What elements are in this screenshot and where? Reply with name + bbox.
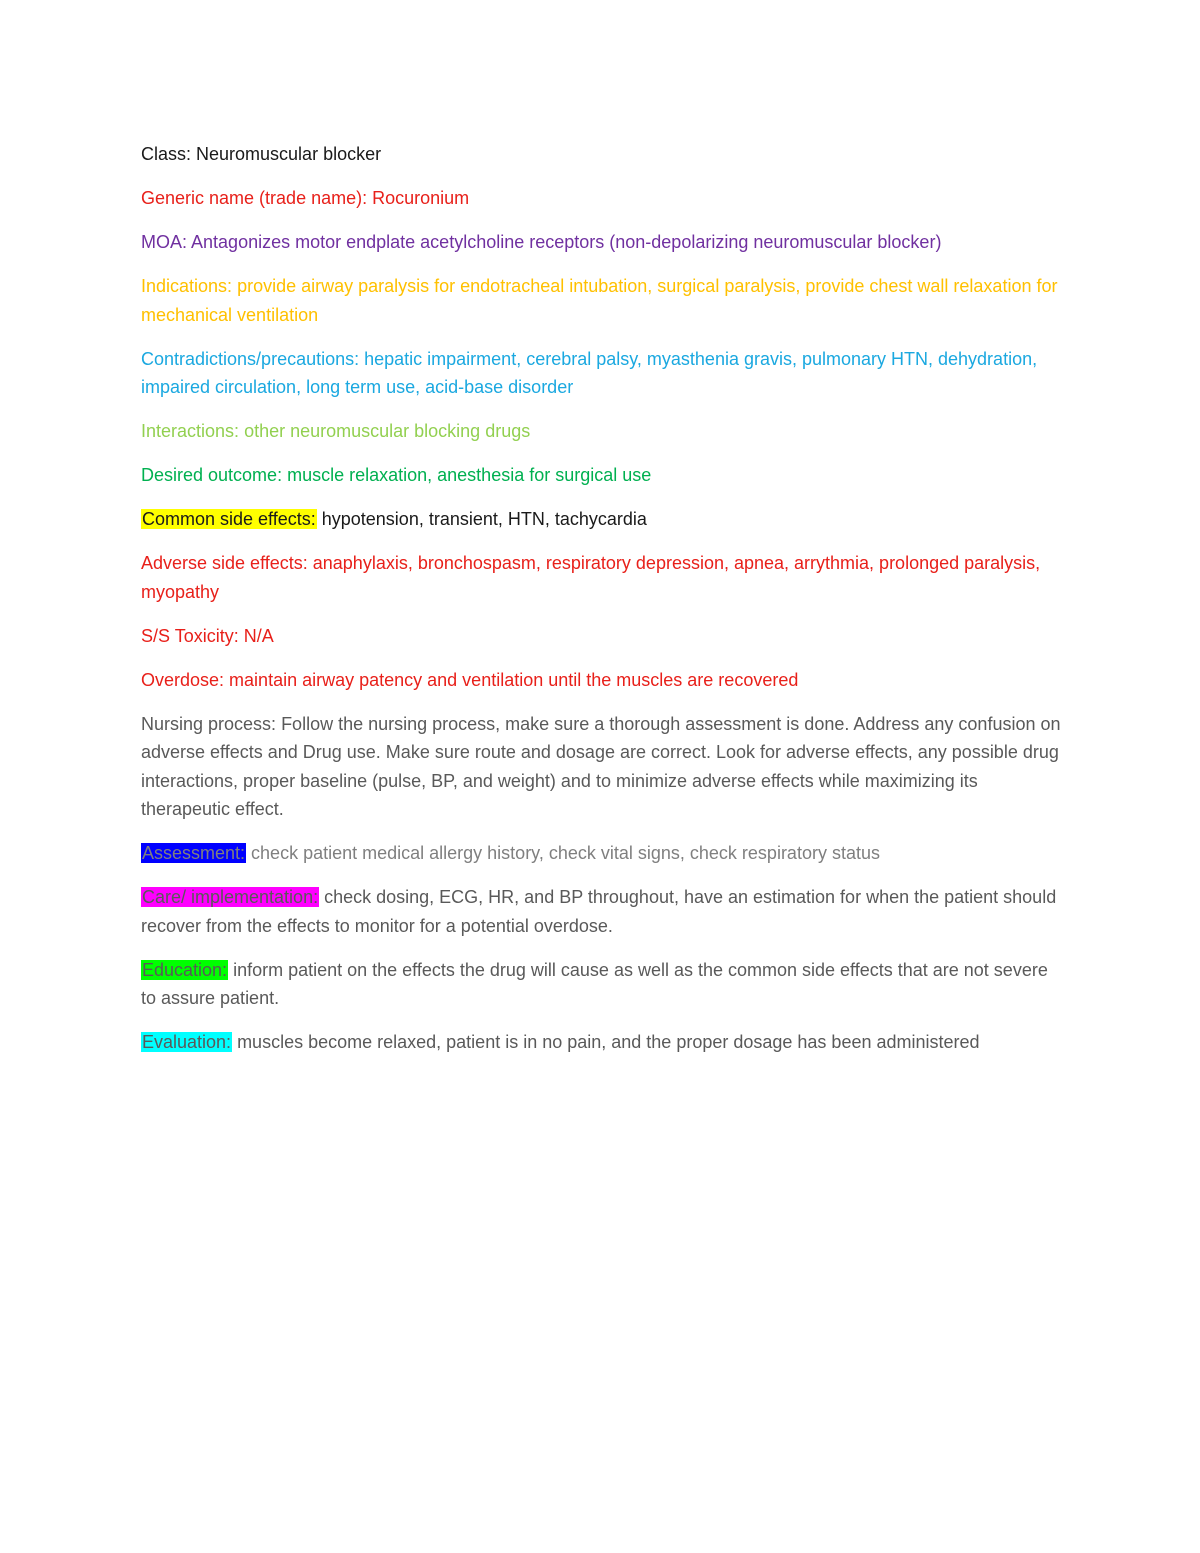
care-implementation-value: check dosing, ECG, HR, and BP throughout, have an estimation for when the patient should recover from the effects to monitor for a potential overdose. [141,887,1057,936]
adverse-side-effects-paragraph [141,549,1066,606]
indications-paragraph [141,272,1066,329]
education-paragraph [141,956,1066,1013]
interactions-paragraph [141,417,1066,446]
education-label: Education: [142,959,228,980]
interactions-label: Interactions: [141,421,240,441]
adverse-side-effects-label: Adverse side effects: [141,553,308,573]
common-side-effects-value: hypotension, transient, HTN, tachycardia [316,509,647,529]
common-side-effects-paragraph [141,505,1066,534]
class-value: Neuromuscular blocker [191,144,382,164]
generic-name-paragraph [141,184,1066,213]
care-implementation-label: Care/ implementation: [142,887,319,907]
contraindications-value: hepatic impairment, cerebral palsy, myasthenia gravis, pulmonary HTN, dehydration, impaired circulation, long term use, acid-base disorder [141,348,1038,397]
nursing-process-value: Follow the nursing process, make sure a thorough assessment is done. Address any confusion on adverse effects and Drug use. Make sure route and dosage are correct. Look for adverse effects, any possible drug interactions, proper baseline (pulse, BP, and weight) and to minimize adverse effects while maximizing its therapeutic effect. [141,713,1061,819]
adverse-side-effects-value: anaphylaxis, bronchospasm, respiratory depression, apnea, arrythmia, prolonged paralysis, myopathy [141,553,1041,602]
evaluation-label: Evaluation: [142,1032,232,1052]
education-value: inform patient on the effects the drug will cause as well as the common side effects that are not severe to assure patient. [141,959,1048,1008]
interactions-value: other neuromuscular blocking drugs [239,421,531,441]
assessment-label: Assessment: [142,843,246,863]
toxicity-paragraph [141,622,1066,651]
assessment-paragraph [141,839,1066,868]
evaluation-value: muscles become relaxed, patient is in no pain, and the proper dosage has been administered [232,1032,980,1052]
desired-outcome-paragraph [141,461,1066,490]
generic-name-value: Rocuronium [367,188,470,208]
overdose-label: Overdose: [141,669,225,690]
moa-label: MOA: [141,232,188,252]
class-label: Class: [141,144,192,164]
nursing-process-paragraph [141,710,1066,824]
overdose-value: maintain airway patency and ventilation until the muscles are recovered [224,669,799,690]
desired-outcome-label: Desired outcome: [141,465,283,485]
indications-value: provide airway paralysis for endotracheal intubation, surgical paralysis, provide chest wall relaxation for mechanical ventilation [141,276,1058,325]
moa-value: Antagonizes motor endplate acetylcholine receptors (non-depolarizing neuromuscular blocker) [187,232,942,252]
overdose-paragraph [141,666,1066,695]
indications-label: Indications: [141,276,233,296]
toxicity-label: S/S Toxicity: [141,625,239,646]
generic-name-label: Generic name (trade name): [141,188,368,208]
evaluation-paragraph [141,1028,1066,1057]
document-page [141,140,1066,1072]
desired-outcome-value: muscle relaxation, anesthesia for surgical use [282,465,652,485]
assessment-value: check patient medical allergy history, check vital signs, check respiratory status [246,843,880,863]
contraindications-label: Contradictions/precautions: [141,348,360,369]
contraindications-paragraph [141,345,1066,402]
moa-paragraph [141,228,1066,257]
class-paragraph [141,140,1066,169]
care-implementation-paragraph [141,883,1066,940]
toxicity-value: N/A [238,625,274,646]
nursing-process-label: Nursing process: [141,713,277,734]
common-side-effects-label: Common side effects: [142,509,316,529]
